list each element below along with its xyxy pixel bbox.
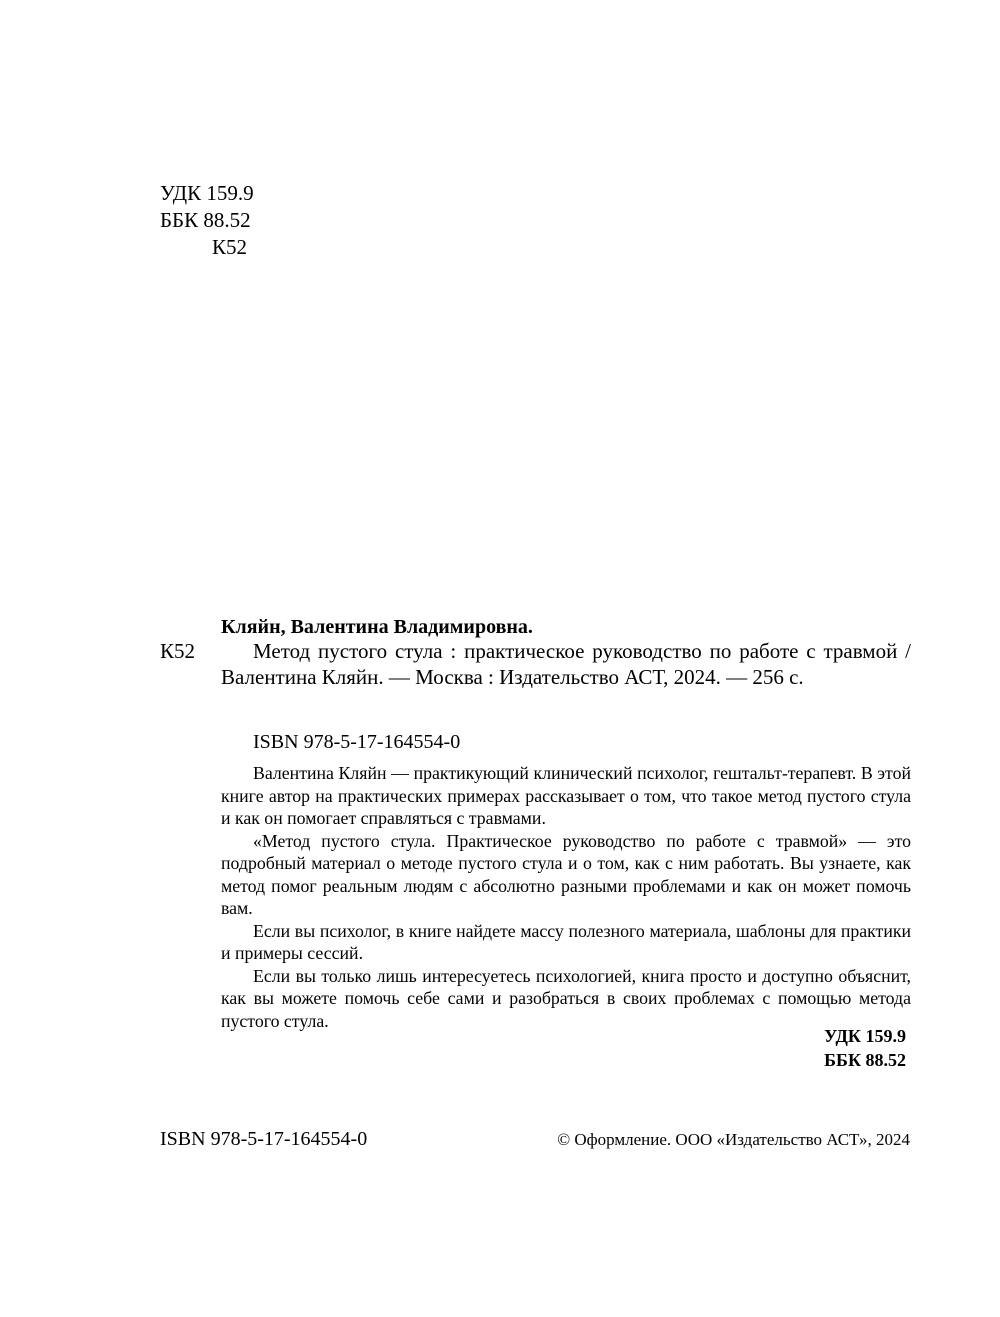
bbk-code-bottom: ББК 88.52	[824, 1050, 906, 1070]
annotation-paragraph: Если вы только лишь интересуетесь психологией, книга просто и доступно объяснит, как вы можете помочь себе сами и разобраться в своих проблемах с помощью метода пустого стула.	[221, 965, 911, 1031]
bibliographic-description: Метод пустого стула : практическое руководство по работе с травмой / Валентина Кляйн. — Москва : Издательство АСТ, 2024. — 256 с.	[221, 639, 911, 689]
udk-code-bottom: УДК 159.9	[824, 1026, 906, 1046]
isbn-entry: ISBN 978-5-17-164554-0	[253, 731, 461, 753]
annotation	[221, 762, 911, 1032]
annotation-paragraph: «Метод пустого стула. Практическое руководство по работе с травмой» — это подробный материал о методе пустого стула и о том, как с ним работать. Вы узнаете, как метод помог реальным людям с абсолютно разными проблемами и как он может помочь вам.	[221, 830, 911, 918]
annotation-paragraph: Если вы психолог, в книге найдете массу полезного материала, шаблоны для практики и примеры сессий.	[221, 920, 911, 963]
udk-code: УДК 159.9	[160, 181, 254, 205]
isbn-footer: ISBN 978-5-17-164554-0	[160, 1128, 368, 1150]
bbk-code: ББК 88.52	[160, 208, 251, 232]
annotation-paragraph: Валентина Кляйн — практикующий клинический психолог, гештальт-терапевт. В этой книге автор на практических примерах рассказывает о том, что такое метод пустого стула и как он помогает справляться с травмами.	[221, 763, 911, 828]
classification-block-top	[160, 180, 254, 261]
copyright-notice: © Оформление. ООО «Издательство АСТ», 2024	[557, 1130, 910, 1149]
author-mark-side: К52	[160, 639, 196, 663]
author-heading: Кляйн, Валентина Владимировна.	[221, 616, 533, 638]
author-mark: К52	[212, 235, 248, 259]
classification-block-bottom	[824, 1024, 906, 1072]
